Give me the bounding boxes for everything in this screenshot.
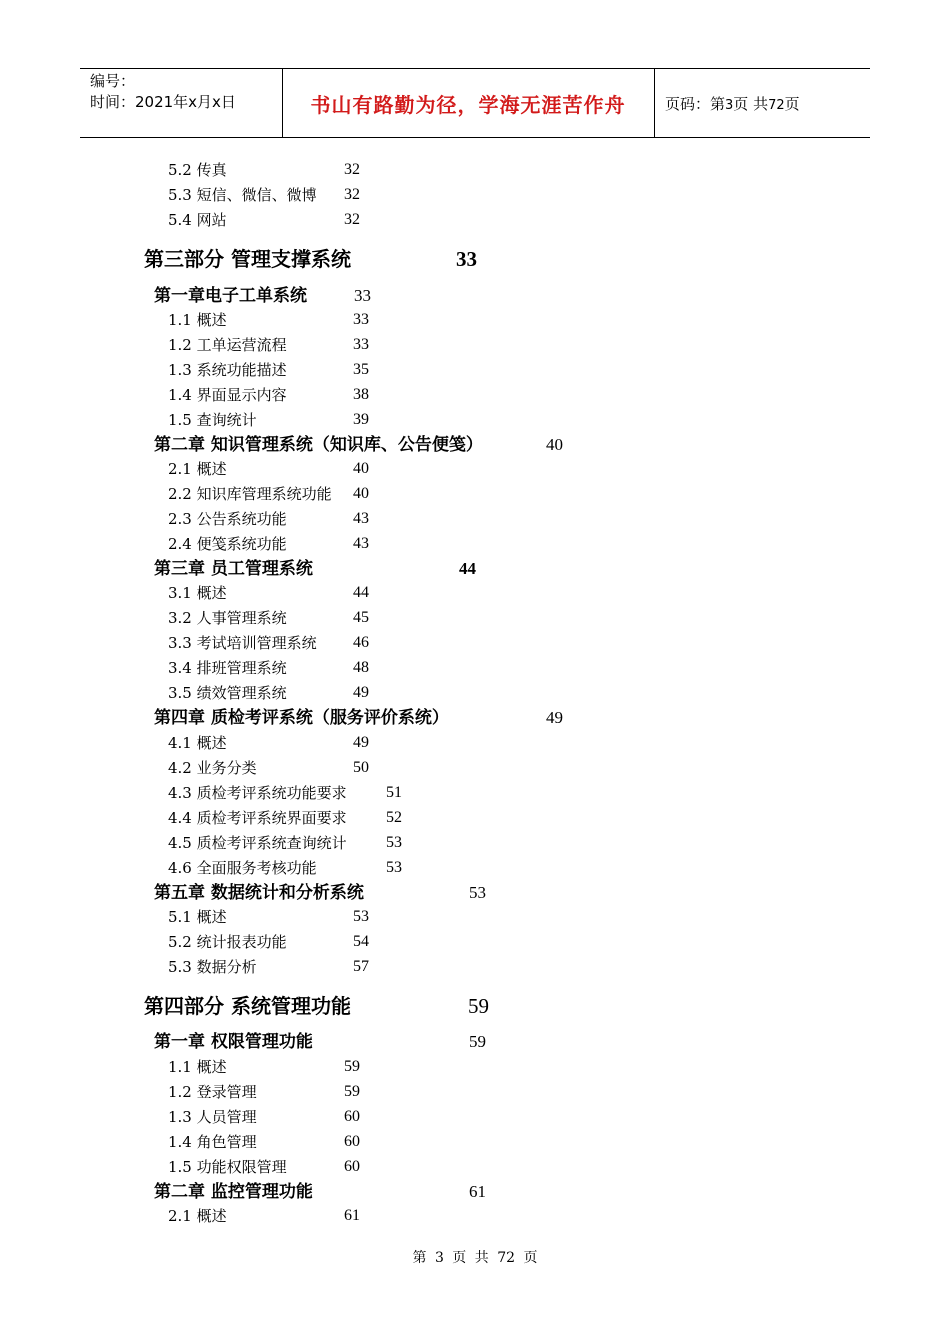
toc-sec-page: 53 [353, 908, 369, 925]
toc-sec-page: 50 [353, 759, 369, 776]
toc-sec-page: 59 [344, 1083, 360, 1100]
page-number: 3 [725, 98, 734, 113]
toc-sec-page: 54 [353, 933, 369, 950]
toc-chap-page: 40 [546, 435, 563, 454]
toc-sec-page: 45 [353, 609, 369, 626]
toc-sec-page: 51 [386, 784, 402, 801]
toc-sec-title: 4.1 概述 [168, 734, 227, 752]
toc-sec-title: 4.2 业务分类 [168, 759, 257, 777]
toc-sec-page: 32 [344, 161, 360, 178]
toc-sec-title: 1.4 角色管理 [168, 1133, 257, 1151]
toc-sec-title: 1.3 系统功能描述 [168, 361, 287, 379]
toc-chap-page: 53 [469, 883, 486, 902]
toc-sec-page: 32 [344, 186, 360, 203]
toc-sec-title: 5.3 短信、微信、微博 [168, 186, 317, 204]
toc-part-title: 第三部分 管理支撑系统 [144, 247, 351, 271]
toc-sec-title: 1.5 查询统计 [168, 411, 257, 429]
toc-chap-page: 49 [546, 708, 563, 727]
toc-sec-page: 43 [353, 535, 369, 552]
toc-sec-page: 33 [353, 311, 369, 328]
page-prefix: 页码：第 [665, 95, 726, 113]
toc-sec-title: 5.3 数据分析 [168, 958, 257, 976]
toc-sec-title: 4.5 质检考评系统查询统计 [168, 834, 347, 852]
header-time-label: 时间：2021年x月x日 [90, 93, 236, 111]
toc-chap-title: 第三章 员工管理系统 [154, 559, 313, 579]
toc-sec-title: 3.5 绩效管理系统 [168, 684, 287, 702]
header-motto: 书山有路勤为径，学海无涯苦作舟 [310, 93, 626, 117]
toc-sec-title: 1.3 人员管理 [168, 1108, 257, 1126]
toc-sec-page: 48 [353, 659, 369, 676]
toc-chap-title: 第二章 知识管理系统（知识库、公告便笺） [154, 435, 483, 455]
toc-chap-title: 第四章 质检考评系统（服务评价系统） [154, 708, 449, 728]
toc-sec-page: 60 [344, 1158, 360, 1175]
toc-chap-title: 第二章 监控管理功能 [154, 1182, 313, 1202]
toc-sec-page: 60 [344, 1108, 360, 1125]
toc-chap-page: 59 [469, 1032, 486, 1051]
toc-sec-page: 60 [344, 1133, 360, 1150]
toc-sec-title: 1.1 概述 [168, 311, 227, 329]
toc-sec-title: 5.4 网站 [168, 211, 227, 229]
toc-part-page: 33 [456, 247, 477, 271]
toc-part-title: 第四部分 系统管理功能 [144, 994, 351, 1018]
page-total: 72 [768, 98, 785, 113]
toc-sec-page: 39 [353, 411, 369, 428]
toc-sec-page: 35 [353, 361, 369, 378]
page-suffix: 页 [784, 95, 800, 113]
toc-sec-page: 43 [353, 510, 369, 527]
page-mid: 页 共 [733, 95, 769, 113]
toc-sec-page: 57 [353, 958, 369, 975]
header-meta [90, 71, 236, 113]
toc-chap-title: 第五章 数据统计和分析系统 [154, 883, 364, 903]
page-footer: 第 3 页 共 72 页 [412, 1250, 538, 1266]
toc-chap-title: 第一章 权限管理功能 [154, 1032, 313, 1052]
toc-sec-page: 46 [353, 634, 369, 651]
toc-sec-page: 59 [344, 1058, 360, 1075]
toc-sec-title: 3.3 考试培训管理系统 [168, 634, 317, 652]
toc-sec-page: 52 [386, 809, 402, 826]
header-number-label: 编号： [90, 72, 136, 90]
toc-sec-title: 5.2 传真 [168, 161, 227, 179]
toc-sec-page: 38 [353, 386, 369, 403]
toc-sec-title: 2.4 便笺系统功能 [168, 535, 287, 553]
toc-sec-title: 2.1 概述 [168, 460, 227, 478]
page-header [80, 68, 870, 138]
toc-sec-title: 3.4 排班管理系统 [168, 659, 287, 677]
toc-sec-title: 4.6 全面服务考核功能 [168, 859, 317, 877]
toc-sec-title: 3.1 概述 [168, 584, 227, 602]
toc-chap-page: 44 [459, 559, 476, 578]
toc-sec-title: 1.2 工单运营流程 [168, 336, 287, 354]
toc-sec-title: 5.1 概述 [168, 908, 227, 926]
header-divider [654, 69, 655, 137]
toc-sec-title: 1.4 界面显示内容 [168, 386, 287, 404]
toc-sec-title: 1.5 功能权限管理 [168, 1158, 287, 1176]
toc-sec-title: 4.3 质检考评系统功能要求 [168, 784, 347, 802]
toc-sec-page: 53 [386, 859, 402, 876]
toc-sec-title: 1.1 概述 [168, 1058, 227, 1076]
toc-sec-title: 4.4 质检考评系统界面要求 [168, 809, 347, 827]
toc-sec-page: 61 [344, 1207, 360, 1224]
toc-sec-title: 5.2 统计报表功能 [168, 933, 287, 951]
toc-sec-title: 1.2 登录管理 [168, 1083, 257, 1101]
toc-part-page: 59 [468, 994, 489, 1018]
toc-sec-title: 3.2 人事管理系统 [168, 609, 287, 627]
toc-sec-page: 44 [353, 584, 369, 601]
toc-sec-title: 2.3 公告系统功能 [168, 510, 287, 528]
toc-sec-page: 40 [353, 485, 369, 502]
toc-sec-page: 33 [353, 336, 369, 353]
toc-sec-page: 40 [353, 460, 369, 477]
header-page-info [665, 93, 800, 114]
toc-sec-title: 2.1 概述 [168, 1207, 227, 1225]
toc-sec-title: 2.2 知识库管理系统功能 [168, 485, 332, 503]
toc-chap-page: 61 [469, 1182, 486, 1201]
toc-chap-page: 33 [354, 286, 371, 305]
toc-sec-page: 53 [386, 834, 402, 851]
toc-sec-page: 32 [344, 211, 360, 228]
toc-chap-title: 第一章电子工单系统 [154, 286, 307, 306]
toc-sec-page: 49 [353, 684, 369, 701]
toc-sec-page: 49 [353, 734, 369, 751]
